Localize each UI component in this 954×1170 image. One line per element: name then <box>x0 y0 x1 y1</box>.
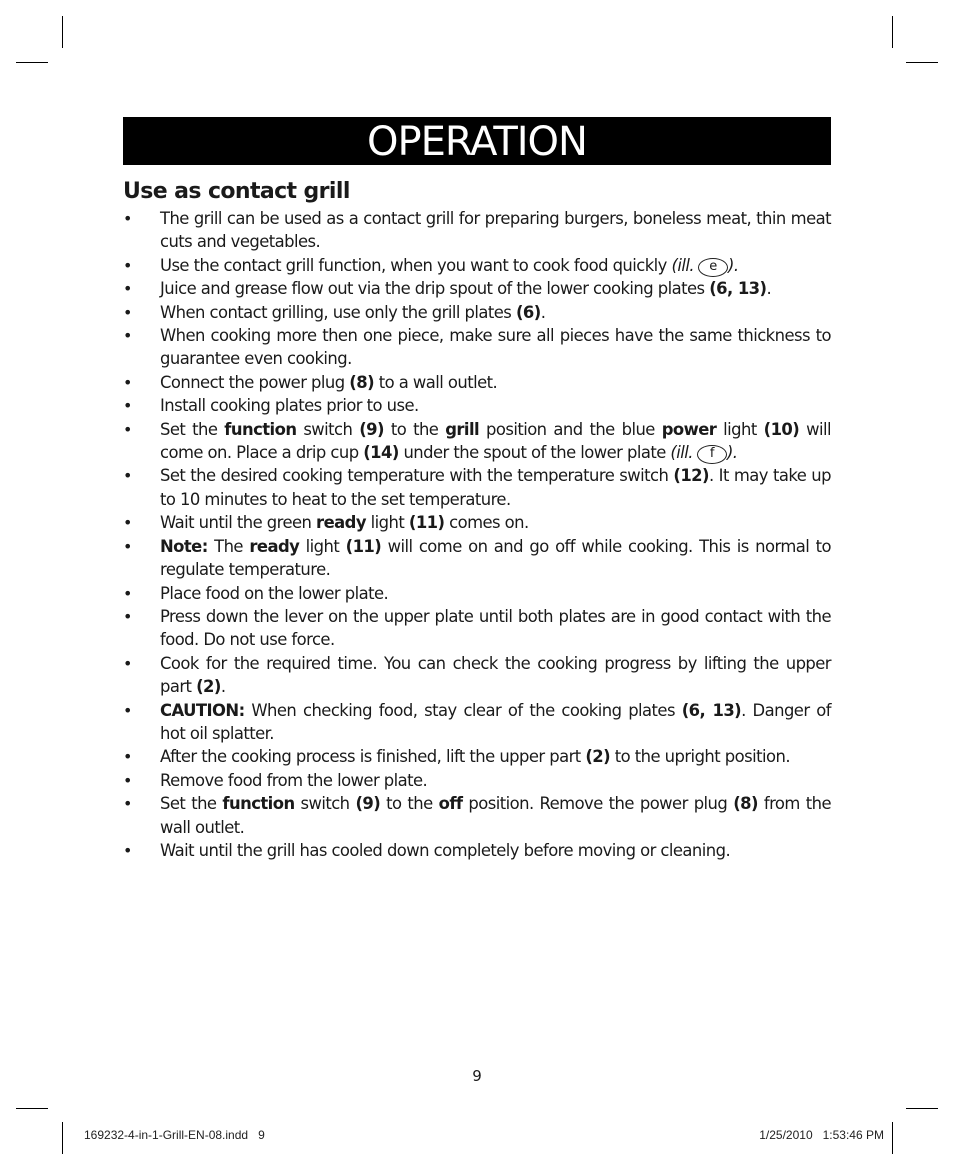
text: When contact grilling, use only the grill plates <box>160 302 516 322</box>
section-title: Use as contact grill <box>123 179 350 204</box>
list-item <box>123 792 831 839</box>
text: Wait until the green <box>160 513 317 533</box>
bold-text: (6) <box>515 302 541 322</box>
list-item <box>123 207 831 254</box>
text: Connect the power plug <box>160 372 350 392</box>
bold-text: (11) <box>408 513 445 533</box>
italic-text: (ill. <box>671 255 695 275</box>
text: The grill can be used as a contact grill for preparing burgers, boneless meat, thin meat cuts and vegetables. <box>160 209 831 252</box>
text: . <box>220 677 226 697</box>
text: When checking food, stay clear of the cooking plates <box>244 700 682 720</box>
list-item <box>123 511 831 534</box>
bold-text: (2) <box>585 747 611 767</box>
italic-text: ). <box>726 443 738 463</box>
text: When cooking more then one piece, make sure all pieces have the same thickness to guarantee even cooking. <box>160 326 831 369</box>
text: Cook for the required time. You can check the cooking progress by lifting the upper part <box>160 653 831 697</box>
instruction-list <box>123 207 831 862</box>
list-item <box>123 324 831 371</box>
crop-mark <box>16 62 48 63</box>
italic-text: (ill. <box>670 443 693 463</box>
list-item <box>123 464 831 511</box>
bold-text: CAUTION: <box>160 700 245 720</box>
text: Install cooking plates prior to use. <box>160 396 419 416</box>
crop-mark <box>62 16 63 48</box>
crop-mark <box>16 1108 48 1109</box>
crop-mark <box>892 1122 893 1154</box>
bold-text: (11) <box>345 536 382 556</box>
text: light <box>365 513 409 533</box>
list-item <box>123 394 831 417</box>
list-item <box>123 535 831 582</box>
bold-text: grill <box>445 419 480 439</box>
bold-text: (8) <box>733 794 758 814</box>
list-item <box>123 254 831 277</box>
bold-text: (9) <box>359 419 384 439</box>
text: to the <box>380 794 439 814</box>
text: to the upright position. <box>610 747 790 767</box>
file-slug: 169232-4-in-1-Grill-EN-08.indd 9 <box>84 1128 265 1142</box>
text: from the wall outlet. <box>160 794 831 837</box>
bold-text: (2) <box>196 677 221 697</box>
crop-mark <box>906 62 938 63</box>
crop-mark <box>906 1108 938 1109</box>
list-item <box>123 418 831 465</box>
text: Press down the lever on the upper plate until both plates are in good contact with the food. Do not use force. <box>160 606 831 650</box>
text: switch <box>296 419 360 439</box>
text: light <box>716 419 764 439</box>
text: The <box>207 536 250 556</box>
text: comes on. <box>444 513 529 533</box>
bold-text: (10) <box>763 419 800 439</box>
page-title: OPERATION <box>367 119 587 165</box>
text: position and the blue <box>479 419 662 439</box>
text: Set the desired cooking temperature with the temperature switch <box>160 466 674 486</box>
text: to a wall outlet. <box>374 372 498 392</box>
text: Set the <box>160 419 225 439</box>
bold-text: function <box>222 794 295 814</box>
page-number: 9 <box>472 1067 482 1085</box>
date-slug: 1/25/2010 1:53:46 PM <box>759 1128 884 1142</box>
list-item <box>123 699 831 746</box>
bold-text: (12) <box>673 466 709 486</box>
text: will come on and go off while cooking. This is normal to regulate temperature. <box>160 536 831 580</box>
text: under the spout of the lower plate <box>398 443 671 463</box>
text: will come on. Place a drip cup <box>160 419 831 463</box>
bold-text: ready <box>249 536 300 556</box>
text: After the cooking process is finished, lift the upper part <box>160 747 586 767</box>
list-item <box>123 277 831 300</box>
text: Use the contact grill function, when you want to cook food quickly <box>160 255 672 275</box>
text: . It may take up to 10 minutes to heat to the set temperature. <box>160 466 831 509</box>
text: Place food on the lower plate. <box>160 583 389 603</box>
bold-text: Note: <box>160 536 208 556</box>
bold-text: ready <box>316 513 366 533</box>
crop-mark <box>62 1122 63 1154</box>
text: switch <box>294 794 356 814</box>
list-item <box>123 745 831 768</box>
text: . Danger of hot oil splatter. <box>160 700 831 743</box>
list-item <box>123 371 831 394</box>
list-item <box>123 605 831 652</box>
bold-text: function <box>224 419 297 439</box>
text: Juice and grease flow out via the drip spout of the lower cooking plates <box>160 279 710 299</box>
illustration-ref-icon: e <box>698 258 728 277</box>
text: light <box>299 536 346 556</box>
bold-text: (6, 13) <box>709 279 767 299</box>
bold-text: (8) <box>349 372 375 392</box>
text: Set the <box>160 794 223 814</box>
page-title-banner <box>123 117 831 165</box>
italic-text: ). <box>728 255 739 275</box>
text: Wait until the grill has cooled down completely before moving or cleaning. <box>160 840 731 860</box>
bold-text: (14) <box>363 443 399 463</box>
text: to the <box>383 419 446 439</box>
list-item <box>123 769 831 792</box>
bold-text: power <box>661 419 717 439</box>
bold-text: (6, 13) <box>681 700 742 720</box>
bold-text: off <box>438 794 463 814</box>
bold-text: (9) <box>355 794 381 814</box>
list-item <box>123 301 831 324</box>
crop-mark <box>892 16 893 48</box>
text: . <box>540 302 546 322</box>
text: . <box>766 279 772 299</box>
text: Remove food from the lower plate. <box>160 770 428 790</box>
text: position. Remove the power plug <box>462 794 734 814</box>
illustration-ref-icon: f <box>697 445 727 464</box>
list-item <box>123 582 831 605</box>
list-item <box>123 652 831 699</box>
list-item <box>123 839 831 862</box>
